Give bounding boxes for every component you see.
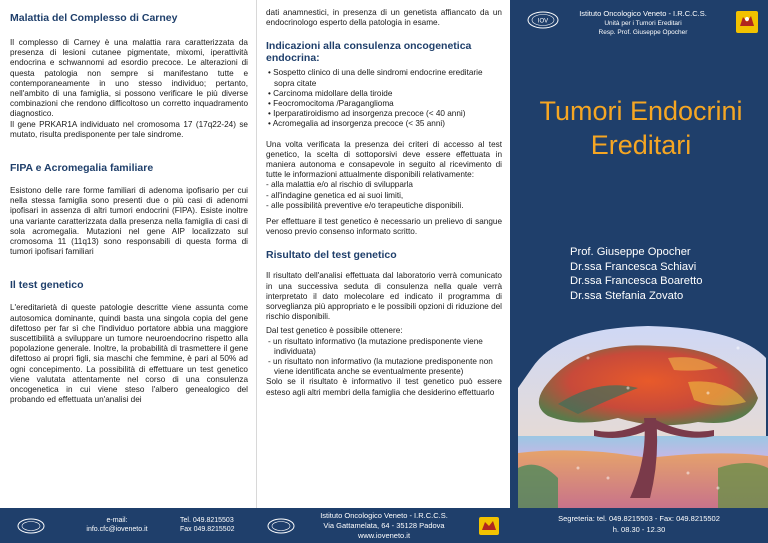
verify-list bbox=[266, 180, 502, 211]
hospital-header bbox=[568, 9, 718, 37]
list-item: • Acromegalia ad insorgenza precoce (< 35 anni) bbox=[268, 119, 445, 129]
unit-name: Unità per i Tumori Ereditari bbox=[604, 20, 682, 27]
title-line-1: Tumori Endocrini bbox=[539, 96, 743, 126]
email-link[interactable]: info.cfc@ioveneto.it bbox=[86, 526, 148, 533]
list-item: - alla malattia e/o al rischio di svilupparla bbox=[266, 180, 413, 190]
list-item: • Sospetto clinico di una delle sindromi endocrine ereditarie sopra citate bbox=[268, 68, 483, 88]
iov-logo-icon bbox=[526, 10, 560, 30]
carney-gene-paragraph: Il gene PRKAR1A individuato nel cromosoma 17 (17q22-24) se mutato, risulta predisponente per tale sindrome. bbox=[10, 119, 248, 139]
office-hours: h. 08.30 - 12.30 bbox=[612, 525, 666, 534]
list-item: - all'indagine genetica ed ai suoi limiti, bbox=[266, 190, 404, 200]
cover-title bbox=[522, 94, 760, 162]
doctor-name: Dr.ssa Stefania Zovato bbox=[570, 289, 684, 302]
carney-paragraph: Il complesso di Carney è una malattia rara caratterizzata da presenza di lesioni cutanee pigmentate, mixomi, iperattività endocrina e schwannomi ad esordio precoce. Le alterazioni di questa patologia non sempre si manifestano tutte e contemporaneamente in uno stesso individuo; pertanto, nell'ambito di una famiglia, si possono verificare le più diverse combinazioni che rendono difficoltoso un corretto inquadramento diagnostico. bbox=[10, 38, 248, 119]
fipa-paragraph: Esistono delle rare forme familiari di adenoma ipofisario per cui nella stessa famiglia sono presenti due o più casi di adenomi ipofisari in assenza di altri tumori endocrini (FIPA). Esiste inoltre una variante caratterizzata dalla presenza nella famiglia di casi di sola acromegalia. Mutazioni nel gene AIP localizzato sul cromosoma 11 (11q13) sono responsabili di questa forma di tumori ipofisari familiari bbox=[10, 186, 248, 257]
list-item: • Iperparatiroidismo ad insorgenza precoce (< 40 anni) bbox=[268, 109, 466, 119]
list-item: - alle possibilità preventive e/o terapeutiche disponibili. bbox=[266, 200, 464, 210]
address: Via Gattamelata, 64 - 35128 Padova bbox=[323, 521, 445, 530]
doctors-list bbox=[570, 245, 702, 303]
list-item: • Feocromocitoma /Paraganglioma bbox=[268, 99, 394, 109]
doctor-name: Prof. Giuseppe Opocher bbox=[570, 246, 691, 258]
pointillist-tree-painting bbox=[518, 318, 768, 508]
verify-paragraph: Una volta verificata la presenza dei criteri di accesso al test genetico, la scelta di sottoporsivi deve essere effettuata in maniera autonoma e consapevole in seguito al ricevimento di tutte le informazioni attualmente disponibili relativamente: bbox=[266, 139, 502, 180]
doctor-name: Dr.ssa Francesca Boaretto bbox=[570, 275, 703, 287]
footer-email-block bbox=[62, 516, 172, 534]
test-heading: Il test genetico bbox=[10, 279, 84, 292]
fax-number: Fax 049.8215502 bbox=[180, 526, 235, 533]
institute-name: Istituto Oncologico Veneto - I.R.C.C.S. bbox=[320, 511, 448, 520]
footer-right bbox=[510, 508, 768, 543]
regione-veneto-logo-icon bbox=[735, 10, 759, 34]
iov-logo-icon bbox=[266, 517, 296, 535]
result-paragraph: Il risultato dell'analisi effettuata dal laboratorio verrà comunicato in una successiva seduta di consulenza nella quale verrà interpretato il dato molecolare ed indicato il programma di sorveglianza più appropriato e le possibili opzioni di riduzione del rischio disponibili. bbox=[266, 271, 502, 322]
footer-phone-block bbox=[180, 516, 252, 534]
footer-middle bbox=[256, 508, 510, 543]
carney-heading: Malattia del Complesso di Carney bbox=[10, 12, 178, 24]
website-link[interactable]: www.ioveneto.it bbox=[357, 531, 411, 540]
footer-left bbox=[0, 508, 256, 543]
phone-number: Tel. 049.8215503 bbox=[180, 517, 234, 524]
list-item: - un risultato non informativo (la mutazione predisponente non viene identificata anche se eventualmente presente) bbox=[268, 357, 493, 377]
secretary-contacts: Segreteria: tel. 049.8215503 - Fax: 049.8215502 bbox=[558, 514, 720, 523]
doctor-name: Dr.ssa Francesca Schiavi bbox=[570, 260, 697, 273]
indications-heading: Indicazioni alla consulenza oncogenetica endocrina: bbox=[266, 40, 472, 65]
list-item: • Carcinoma midollare della tiroide bbox=[268, 88, 393, 98]
final-paragraph: Solo se il risultato è informativo il test genetico può essere esteso agli altri membri della famiglia che desiderino effettuarlo bbox=[266, 377, 502, 397]
hospital-name: Istituto Oncologico Veneto - I.R.C.C.S. bbox=[579, 9, 707, 18]
test-paragraph: L'ereditarietà di queste patologie descritte viene assunta come autosomica dominante, quindi basta una singola copia del gene difettoso per far sì che l'individuo portatore abbia una maggiore suscettibilità a sviluppare un tumore neuroendocrino rispetto alla popolazione generale. Inoltre, la probabilità di trasmettere il gene difettoso ai propri figli, sia maschi che femmine, è pari al 50% ad ogni concepimento. La possibilità di effettuare un test genetico viene valutata attentamente nel corso di una consulenza oncogenetica in cui viene steso l'albero genealogico del probando ed effettuata un'analisi dei bbox=[10, 303, 248, 405]
responsible: Resp. Prof. Giuseppe Opocher bbox=[598, 29, 688, 36]
intro-paragraph: dati anamnestici, in presenza di un genetista affiancato da un endocrinologo esperto della patologia in esame. bbox=[266, 8, 502, 28]
possible-paragraph: Dal test genetico è possibile ottenere: bbox=[266, 326, 403, 336]
footer-address-block bbox=[300, 511, 468, 541]
regione-veneto-logo-icon bbox=[478, 516, 500, 536]
indications-list bbox=[266, 68, 502, 129]
possible-list bbox=[266, 337, 502, 378]
column-left bbox=[0, 0, 256, 508]
email-label: e-mail: bbox=[106, 517, 128, 524]
iov-logo-icon bbox=[16, 517, 46, 535]
list-item: - un risultato informativo (la mutazione predisponente viene individuata) bbox=[268, 336, 483, 356]
title-line-2: Ereditari bbox=[590, 130, 692, 160]
sample-paragraph: Per effettuare il test genetico è necessario un prelievo di sangue venoso previo consenso informato scritto. bbox=[266, 217, 502, 237]
result-heading: Risultato del test genetico bbox=[266, 249, 397, 262]
iov-logo-text: IOV bbox=[537, 18, 549, 25]
fipa-heading: FIPA e Acromegalia familiare bbox=[10, 162, 154, 175]
column-middle bbox=[256, 0, 510, 508]
